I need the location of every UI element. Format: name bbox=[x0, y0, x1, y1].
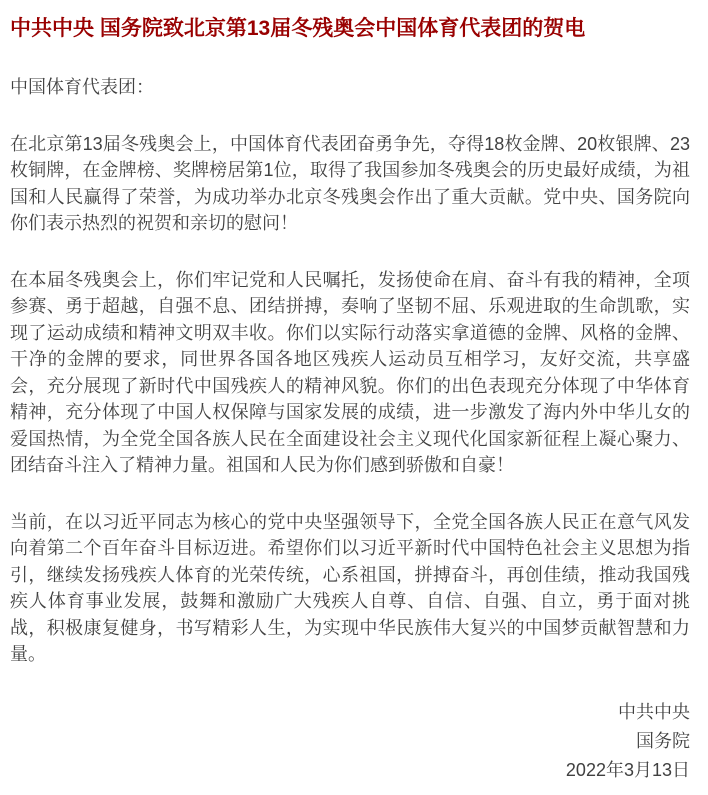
paragraph-expectations: 当前，在以习近平同志为核心的党中央坚强领导下，全党全国各族人民正在意气风发向着第二个百年奋斗目标迈进。希望你们以习近平新时代中国特色社会主义思想为指引，继续发扬残疾人体育的光荣传统，心系祖国，拼搏奋斗，再创佳绩，推动我国残疾人体育事业发展，鼓舞和激励广大残疾人自尊、自信、自强、自立，勇于面对挑战，积极康复健身，书写精彩人生，为实现中华民族伟大复兴的中国梦贡献智慧和力量。 bbox=[10, 511, 690, 664]
paragraph-spirit: 在本届冬残奥会上，你们牢记党和人民嘱托，发扬使命在肩、奋斗有我的精神，全项参赛、勇于超越，自强不息、团结拼搏，奏响了坚韧不屈、乐观进取的生命凯歌，实现了运动成绩和精神文明双丰收。你们以实际行动落实拿道德的金牌、风格的金牌、干净的金牌的要求，同世界各国各地区残疾人运动员互相学习，友好交流，共享盛会，充分展现了新时代中国残疾人的精神风貌。你们的出色表现充分体现了中华体育精神，充分体现了中国人权保障与国家发展的成绩，进一步激发了海内外中华儿女的爱国热情，为全党全国各族人民在全面建设社会主义现代化国家新征程上凝心聚力、团结奋斗注入了精神力量。祖国和人民为你们感到骄傲和自豪！ bbox=[10, 269, 690, 475]
congratulatory-telegram bbox=[10, 14, 690, 785]
salutation: 中国体育代表团： bbox=[10, 77, 154, 97]
paragraph-achievements: 在北京第13届冬残奥会上，中国体育代表团奋勇争先，夺得18枚金牌、20枚银牌、23枚铜牌，在金牌榜、奖牌榜居第1位，取得了我国参加冬残奥会的历史最好成绩，为祖国和人民赢得了荣誉，为成功举办北京冬残奥会作出了重大贡献。党中央、国务院向你们表示热烈的祝贺和亲切的慰问！ bbox=[10, 133, 690, 233]
signature-date: 2022年3月13日 bbox=[565, 759, 690, 780]
signature-sender-cpc-central-committee: 中共中央 bbox=[618, 701, 690, 722]
article-title: 中共中央 国务院致北京第13届冬残奥会中国体育代表团的贺电 bbox=[10, 17, 586, 40]
signature-block bbox=[10, 698, 690, 785]
signature-sender-state-council: 国务院 bbox=[636, 730, 690, 751]
